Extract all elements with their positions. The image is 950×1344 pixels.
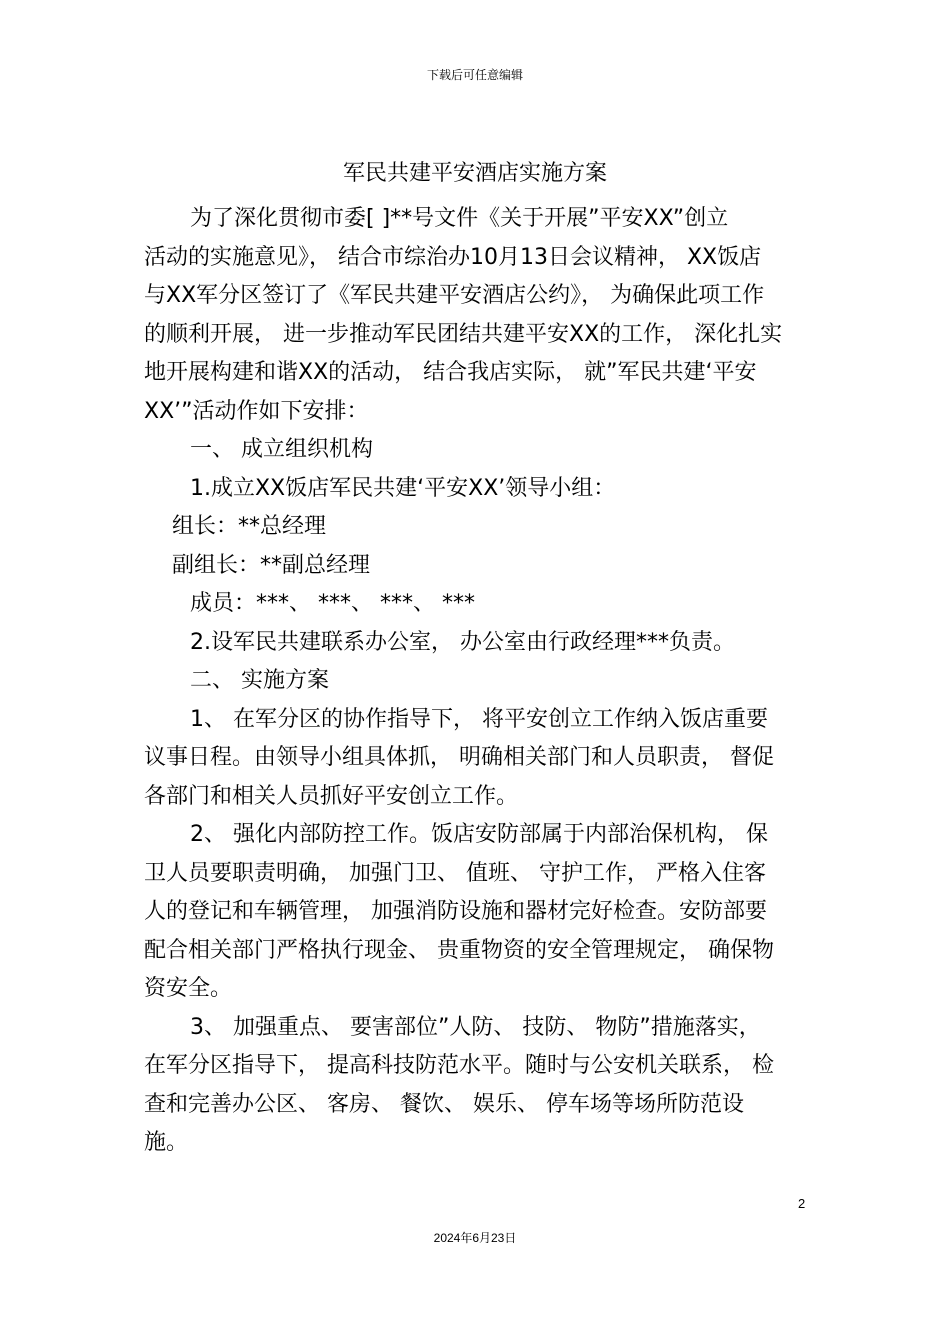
body-line: 成员：***、 ***、 ***、 *** [190, 591, 475, 616]
body-line: 3、 加强重点、 要害部位”人防、 技防、 物防”措施落实， [190, 1014, 761, 1040]
body-line: 活动的实施意见》， 结合市综治办10月13日会议精神， XX饭店 [144, 244, 762, 270]
body-line: 与XX军分区签订了《军民共建平安酒店公约》， 为确保此项工作 [144, 283, 765, 308]
body-line: 组长：**总经理 [172, 514, 327, 539]
section-heading: 二、 实施方案 [190, 668, 329, 693]
body-line: 副组长：**副总经理 [172, 552, 371, 578]
document-body [144, 200, 809, 1163]
body-line: XX’”活动作如下安排： [144, 398, 369, 424]
header-note: 下载后可任意编辑 [426, 68, 523, 82]
body-line: 1.成立XX饭店军民共建‘平安XX’领导小组： [190, 475, 616, 501]
section-heading: 一、 成立组织机构 [190, 437, 373, 462]
body-line: 2、 强化内部防控工作。饭店安防部属于内部治保机构， 保 [190, 822, 768, 847]
body-line: 2.设军民共建联系办公室， 办公室由行政经理***负责。 [190, 629, 735, 655]
body-line: 施。 [144, 1130, 189, 1155]
body-line: 卫人员要职责明确， 加强门卫、 值班、 守护工作， 严格入住客 [144, 860, 766, 886]
footer-date: 2024年6月23日 [433, 1231, 517, 1245]
body-line: 配合相关部门严格执行现金、 贵重物资的安全管理规定， 确保物 [144, 937, 774, 963]
body-line: 人的登记和车辆管理， 加强消防设施和器材完好检查。安防部要 [144, 899, 767, 924]
body-line: 的顺利开展， 进一步推动军民团结共建平安XX的工作， 深化扎实 [144, 321, 783, 347]
body-line: 议事日程。由领导小组具体抓， 明确相关部门和人员职责， 督促 [144, 745, 774, 770]
body-line: 查和完善办公区、 客房、 餐饮、 娱乐、 停车场等场所防范设 [144, 1091, 744, 1117]
body-line: 为了深化贯彻市委[ ]**号文件《关于开展”平安XX”创立 [190, 206, 729, 231]
document-title: 军民共建平安酒店实施方案 [342, 161, 607, 186]
body-line: 地开展构建和谐XX的活动， 结合我店实际， 就”军民共建‘平安 [144, 360, 757, 385]
body-line: 资安全。 [144, 976, 233, 1001]
body-line: 在军分区指导下， 提高科技防范水平。随时与公安机关联系， 检 [144, 1053, 774, 1078]
body-line: 1、 在军分区的协作指导下， 将平安创立工作纳入饭店重要 [190, 706, 768, 732]
body-line: 各部门和相关人员抓好平安创立工作。 [144, 783, 519, 809]
page-number: 2 [798, 1196, 806, 1211]
